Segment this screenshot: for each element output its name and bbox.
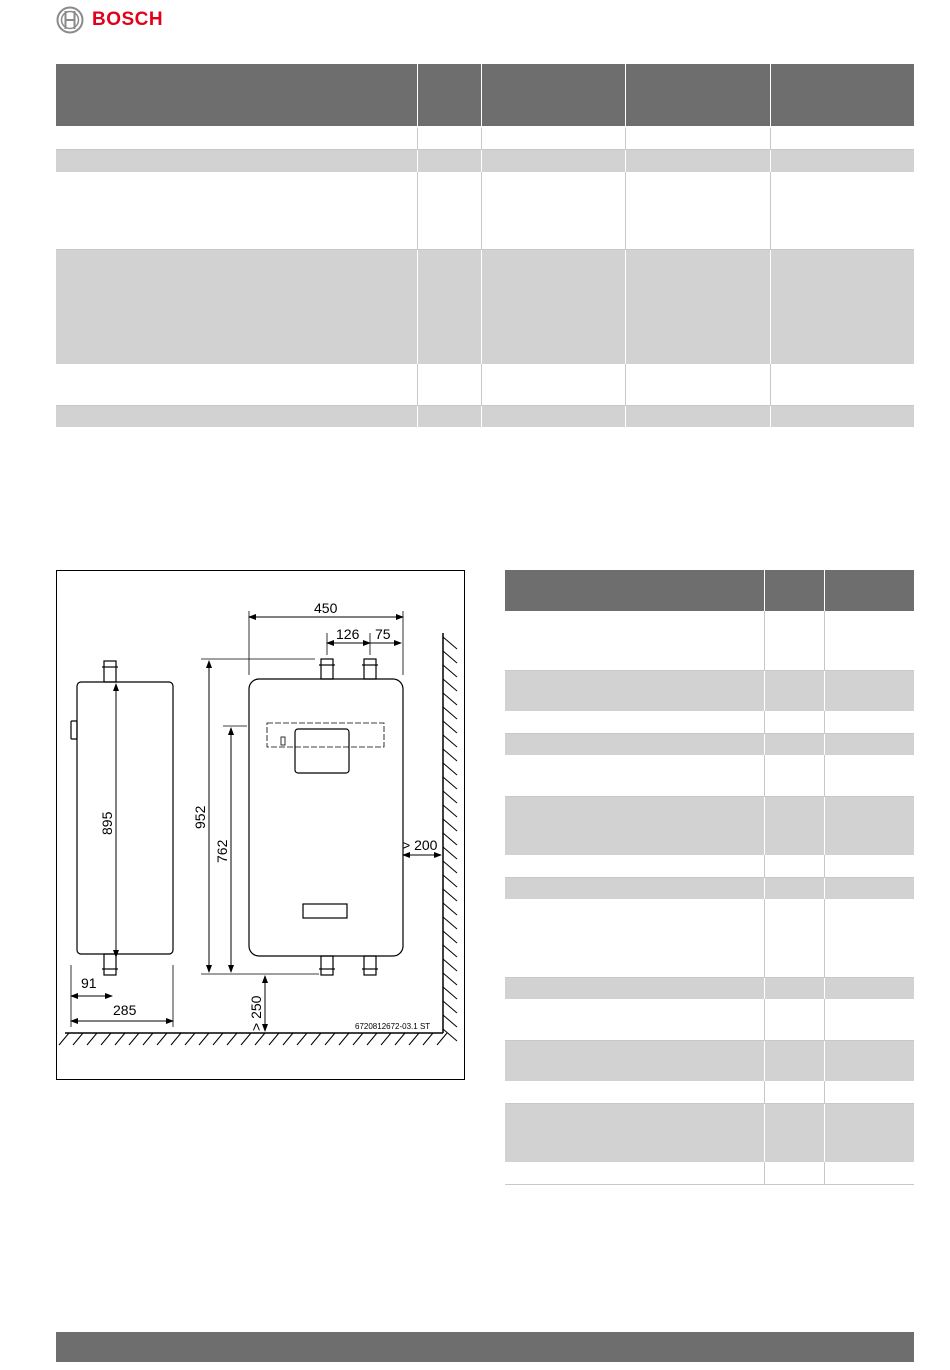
table-row [56, 405, 914, 427]
dim-label-75: 75 [375, 626, 391, 642]
floor-hatch [59, 1033, 447, 1045]
dimension-drawing [56, 570, 465, 1080]
table-row [505, 1081, 914, 1103]
side-view-unit [71, 661, 173, 975]
table-header-row [505, 570, 914, 611]
footer-bar [56, 1332, 914, 1362]
spec-table-top [56, 64, 914, 427]
table-row [505, 755, 914, 796]
dim-label-clear-bottom: > 250 [248, 995, 264, 1031]
dim-label-clear-side: > 200 [402, 837, 438, 853]
table-row [505, 855, 914, 877]
dim-label-285: 285 [113, 1002, 137, 1018]
table-row [505, 796, 914, 855]
table-row [505, 1103, 914, 1162]
table-row [56, 249, 914, 364]
table-row [505, 977, 914, 999]
table-row [505, 1162, 914, 1184]
table-row [505, 611, 914, 670]
brand-name: BOSCH [92, 9, 164, 30]
spec-table-right [505, 570, 914, 1185]
front-view-unit [249, 659, 403, 975]
table-row [505, 999, 914, 1040]
dim-label-126: 126 [336, 626, 360, 642]
table-row [505, 670, 914, 711]
dim-label-895: 895 [99, 811, 115, 835]
table-row [505, 711, 914, 733]
table-row [505, 877, 914, 899]
table-subheader-row [56, 105, 914, 127]
table-row [505, 899, 914, 977]
figure-reference: 6720812672-03.1 ST [355, 1022, 431, 1031]
dim-label-952: 952 [192, 805, 208, 829]
dimension-drawing-svg [57, 571, 464, 1079]
table-row [505, 733, 914, 755]
table-header-row [56, 64, 914, 105]
table-row [56, 364, 914, 405]
dim-label-762: 762 [214, 839, 230, 863]
bosch-armature-icon [56, 6, 84, 34]
table-row [56, 127, 914, 149]
table-row [56, 149, 914, 172]
wall-hatch [443, 637, 457, 1041]
dim-label-450: 450 [314, 600, 338, 616]
dim-label-91: 91 [81, 975, 97, 991]
table-row [505, 1040, 914, 1081]
bosch-logo [56, 6, 163, 34]
table-row [56, 172, 914, 249]
